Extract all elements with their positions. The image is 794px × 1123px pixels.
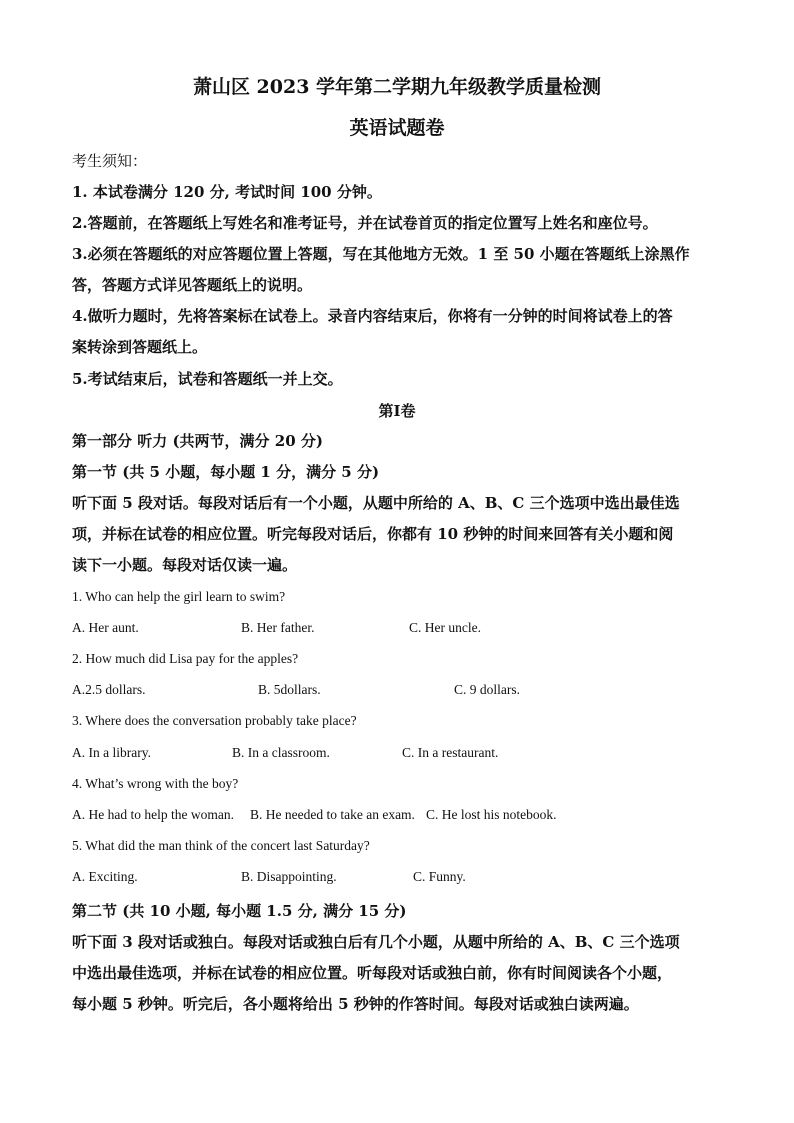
notice-item: 1. 本试卷满分 120 分, 考试时间 100 分钟。 bbox=[72, 183, 382, 201]
option-c: C. 9 dollars. bbox=[454, 682, 520, 697]
option-c: C. He lost his notebook. bbox=[426, 807, 557, 822]
notice-item: 3.必须在答题纸的对应答题位置上答题，写在其他地方无效。1 至 50 小题在答题纸上涂黑作 bbox=[72, 245, 690, 263]
option-c: C. In a restaurant. bbox=[402, 745, 499, 760]
section2-heading: 第二节 (共 10 小题, 每小题 1.5 分, 满分 15 分) bbox=[72, 902, 407, 920]
notice-item: 4.做听力题时，先将答案标在试卷上。录音内容结束后，你将有一分钟的时间将试卷上的答 bbox=[72, 307, 673, 325]
question-text: 5. What did the man think of the concert last Saturday? bbox=[72, 838, 370, 853]
option-c: C. Funny. bbox=[413, 869, 466, 884]
option-b: B. In a classroom. bbox=[232, 745, 330, 760]
option-a: A.2.5 dollars. bbox=[72, 682, 146, 697]
question-text: 2. How much did Lisa pay for the apples? bbox=[72, 651, 299, 666]
option-a: A. Her aunt. bbox=[72, 620, 139, 635]
section1-heading: 第一节 (共 5 小题，每小题 1 分，满分 5 分) bbox=[72, 463, 380, 481]
notice-item: 案转涂到答题纸上。 bbox=[72, 338, 208, 356]
section1-instructions: 项，并标在试卷的相应位置。听完每段对话后，你都有 10 秒钟的时间来回答有关小题和阅 bbox=[72, 525, 674, 543]
volume-heading: 第Ⅰ卷 bbox=[378, 402, 416, 420]
notice-item: 5.考试结束后，试卷和答题纸一并上交。 bbox=[72, 370, 343, 388]
option-a: A. Exciting. bbox=[72, 869, 138, 884]
option-c: C. Her uncle. bbox=[409, 620, 481, 635]
notice-heading: 考生须知： bbox=[72, 152, 148, 170]
notice-item: 2.答题前，在答题纸上写姓名和准考证号，并在试卷首页的指定位置写上姓名和座位号。 bbox=[72, 214, 658, 232]
question-text: 3. Where does the conversation probably take place? bbox=[72, 713, 357, 728]
exam-title: 萧山区 2023 学年第二学期九年级教学质量检测 bbox=[192, 76, 602, 98]
section1-instructions: 听下面 5 段对话。每段对话后有一个小题，从题中所给的 A、B、C 三个选项中选出最佳选 bbox=[72, 494, 680, 512]
section2-instructions: 每小题 5 秒钟。听完后，各小题将给出 5 秒钟的作答时间。每段对话或独白读两遍。 bbox=[72, 995, 639, 1013]
section1-instructions: 读下一小题。每段对话仅读一遍。 bbox=[72, 556, 298, 574]
option-b: B. 5dollars. bbox=[258, 682, 321, 697]
section2-instructions: 听下面 3 段对话或独白。每段对话或独白后有几个小题，从题中所给的 A、B、C 三个选项 bbox=[72, 933, 680, 951]
exam-subtitle: 英语试题卷 bbox=[349, 117, 445, 139]
notice-item: 答，答题方式详见答题纸上的说明。 bbox=[72, 276, 313, 294]
option-b: B. He needed to take an exam. bbox=[250, 807, 415, 822]
section2-instructions: 中选出最佳选项，并标在试卷的相应位置。听每段对话或独白前，你有时间阅读各个小题， bbox=[72, 964, 673, 982]
question-text: 1. Who can help the girl learn to swim? bbox=[72, 589, 286, 604]
option-b: B. Disappointing. bbox=[241, 869, 337, 884]
part1-heading: 第一部分 听力 (共两节，满分 20 分) bbox=[72, 432, 323, 450]
question-text: 4. What’s wrong with the boy? bbox=[72, 776, 239, 791]
option-b: B. Her father. bbox=[241, 620, 315, 635]
option-a: A. In a library. bbox=[72, 745, 151, 760]
option-a: A. He had to help the woman. bbox=[72, 807, 234, 822]
